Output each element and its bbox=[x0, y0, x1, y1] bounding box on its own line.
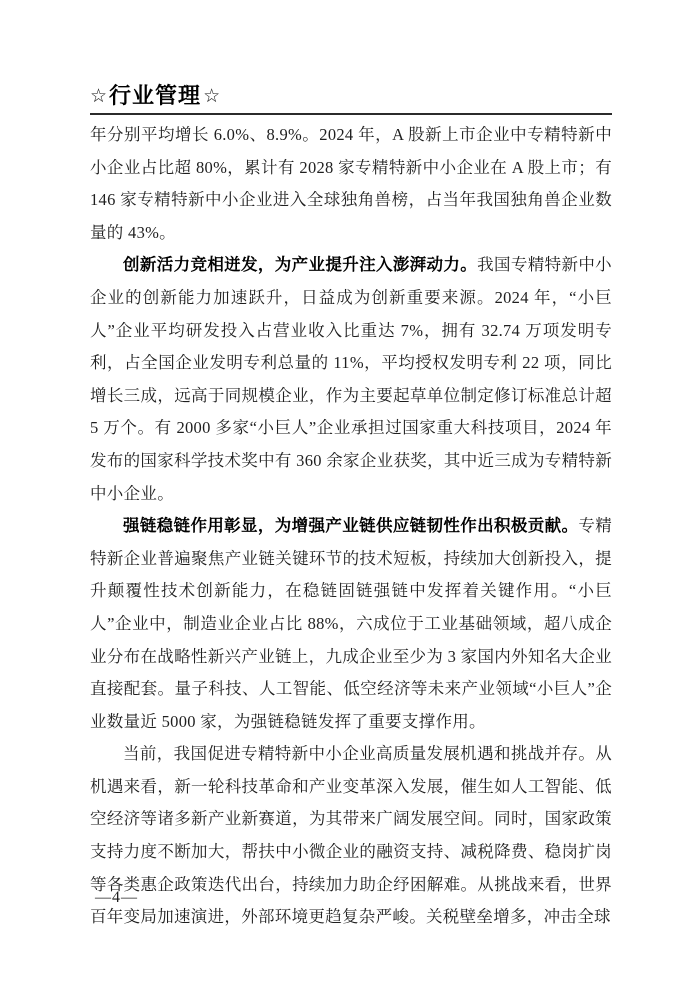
document-body bbox=[90, 119, 612, 934]
paragraph-text: 当前，我国促进专精特新中小企业高质量发展机遇和挑战并存。从机遇来看，新一轮科技革命和产业变革深入发展，催生如人工智能、低空经济等诸多新产业新赛道，为其带来广阔发展空间。同时，国家政策支持力度不断加大，帮扶中小微企业的融资支持、减税降费、稳岗扩岗等各类惠企政策迭代出台，持续加力助企纾困解难。从挑战来看，世界百年变局加速演进，外部环境更趋复杂严峻。关税壁垒增多，冲击全球 bbox=[90, 744, 612, 927]
paragraph-lead: 强链稳链作用彰显，为增强产业链供应链韧性作出积极贡献。 bbox=[123, 517, 579, 536]
paragraph-continuation bbox=[90, 119, 612, 249]
header-rule bbox=[90, 113, 612, 115]
paragraph-supply-chain bbox=[90, 510, 612, 738]
page-footer bbox=[95, 889, 138, 907]
paragraph-outlook bbox=[90, 738, 612, 934]
section-header bbox=[90, 82, 612, 110]
star-icon-right: ☆ bbox=[203, 85, 221, 107]
paragraph-text: 专精特新企业普遍聚焦产业链关键环节的技术短板，持续加大创新投入，提升颠覆性技术创新能力，在稳链固链强链中发挥着关键作用。“小巨人”企业中，制造业企业占比 88%，六成位于工业基础领域，超八成企业分布在战略性新兴产业链上，九成企业至少为 3 家国内外知名大企业直接配套。量子科技、人工智能、低空经济等未来产业领域“小巨人”企业数量近 5000 家，为强链稳链发挥了重要支撑作用。 bbox=[90, 516, 612, 731]
paragraph-text: 年分别平均增长 6.0%、8.9%。2024 年，A 股新上市企业中专精特新中小企业占比超 80%，累计有 2028 家专精特新中小企业在 A 股上市；有 146 家专精特新中小企业进入全球独角兽榜，占当年我国独角兽企业数量的 43%。 bbox=[90, 125, 612, 242]
star-icon-left: ☆ bbox=[90, 85, 108, 107]
paragraph-innovation bbox=[90, 249, 612, 510]
section-title: 行业管理 bbox=[109, 83, 202, 108]
paragraph-lead: 创新活力竞相迸发，为产业提升注入澎湃动力。 bbox=[123, 256, 478, 275]
page-number: —4— bbox=[95, 889, 138, 906]
paragraph-text: 我国专精特新中小企业的创新能力加速跃升，日益成为创新重要来源。2024 年，“小巨人”企业平均研发投入占营业收入比重达 7%，拥有 32.74 万项发明专利，占全国企业发明专利总量的 11%，平均授权发明专利 22 项，同比增长三成，远高于同规模企业，作为主要起草单位制定修订标准总计超 5 万个。有 2000 多家“小巨人”企业承担过国家重大科技项目，2024 年发布的国家科学技术奖中有 360 余家企业获奖，其中近三成为专精特新中小企业。 bbox=[90, 255, 612, 503]
content-area bbox=[90, 82, 612, 934]
